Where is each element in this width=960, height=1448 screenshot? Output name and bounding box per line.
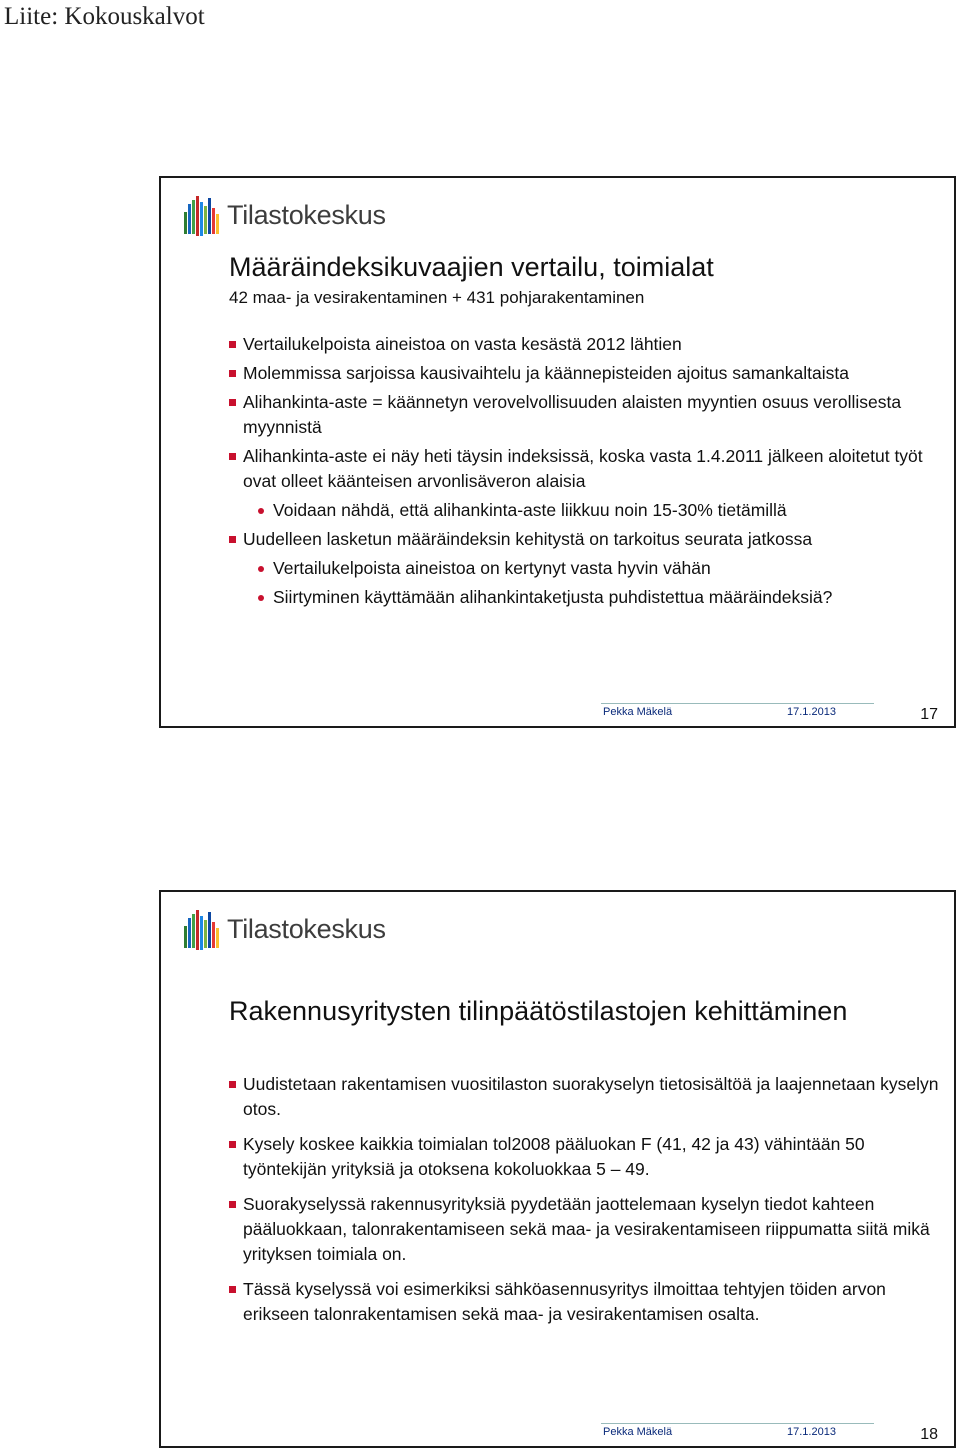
logo-bars-icon — [183, 194, 223, 242]
logo-text: Tilastokeskus — [227, 914, 386, 944]
slide-title: Rakennusyritysten tilinpäätöstilastojen kehittäminen — [229, 996, 848, 1026]
square-bullet-icon — [229, 1141, 236, 1148]
footer-author: Pekka Mäkelä — [603, 1426, 673, 1438]
bullet-list — [243, 332, 943, 614]
bullet-list — [243, 1072, 943, 1337]
list-item: Tässä kyselyssä voi esimerkiksi sähköasennusyritys ilmoittaa tehtyjen töiden arvon erikseen talonrakentamisen sekä maa- ja vesirakentamisen osalta. — [243, 1277, 943, 1327]
page-header: Liite: Kokouskalvot — [4, 3, 205, 30]
square-bullet-icon — [229, 536, 236, 543]
list-item: Alihankinta-aste ei näy heti täysin indeksissä, koska vasta 1.4.2011 jälkeen aloitetut työt ovat olleet käänteisen arvonlisäveron alaisia — [243, 444, 943, 494]
list-item: Molemmissa sarjoissa kausivaihtelu ja käännepisteiden ajoitus samankaltaista — [243, 361, 943, 386]
logo-text: Tilastokeskus — [227, 200, 386, 230]
square-bullet-icon — [229, 1081, 236, 1088]
tilastokeskus-logo — [183, 194, 403, 242]
dot-bullet-icon — [258, 508, 264, 514]
dot-bullet-icon — [258, 566, 264, 572]
footer-author: Pekka Mäkelä — [603, 706, 673, 718]
footer-date: 17.1.2013 — [787, 1426, 836, 1438]
square-bullet-icon — [229, 370, 236, 377]
sub-list-item: Vertailukelpoista aineistoa on kertynyt vasta hyvin vähän — [273, 556, 943, 581]
footer-date: 17.1.2013 — [787, 706, 836, 718]
footer-divider — [601, 1423, 874, 1424]
list-item: Uudistetaan rakentamisen vuositilaston suorakyselyn tietosisältöä ja laajennetaan kyselyn otos. — [243, 1072, 943, 1122]
slide-number: 18 — [920, 1426, 938, 1443]
slide-18 — [159, 890, 956, 1448]
list-item: Suorakyselyssä rakennusyrityksiä pyydetään jaottelemaan kyselyn tiedot kahteen pääluokkaan, talonrakentamiseen sekä maa- ja vesirakentamiseen riippumatta siitä mikä yrityksen toimiala on. — [243, 1192, 943, 1267]
slide-17 — [159, 176, 956, 728]
list-item: Vertailukelpoista aineistoa on vasta kesästä 2012 lähtien — [243, 332, 943, 357]
tilastokeskus-logo — [183, 908, 403, 956]
sub-list-item: Voidaan nähdä, että alihankinta-aste liikkuu noin 15-30% tietämillä — [273, 498, 943, 523]
square-bullet-icon — [229, 341, 236, 348]
square-bullet-icon — [229, 1201, 236, 1208]
list-item: Alihankinta-aste = käännetyn verovelvollisuuden alaisten myyntien osuus verollisesta myynnistä — [243, 390, 943, 440]
footer-divider — [601, 703, 874, 704]
square-bullet-icon — [229, 1286, 236, 1293]
sub-list-item: Siirtyminen käyttämään alihankintaketjusta puhdistettua määräindeksiä? — [273, 585, 943, 610]
square-bullet-icon — [229, 399, 236, 406]
slide-subtitle: 42 maa- ja vesirakentaminen + 431 pohjarakentaminen — [229, 288, 645, 307]
square-bullet-icon — [229, 453, 236, 460]
dot-bullet-icon — [258, 595, 264, 601]
slide-number: 17 — [920, 706, 938, 723]
logo-bars-icon — [183, 908, 223, 956]
slide-title: Määräindeksikuvaajien vertailu, toimialat — [229, 252, 714, 282]
list-item: Uudelleen lasketun määräindeksin kehitystä on tarkoitus seurata jatkossa — [243, 527, 943, 552]
list-item: Kysely koskee kaikkia toimialan tol2008 pääluokan F (41, 42 ja 43) vähintään 50 työntekijän yrityksiä ja otoksena kokoluokkaa 5 – 49. — [243, 1132, 943, 1182]
